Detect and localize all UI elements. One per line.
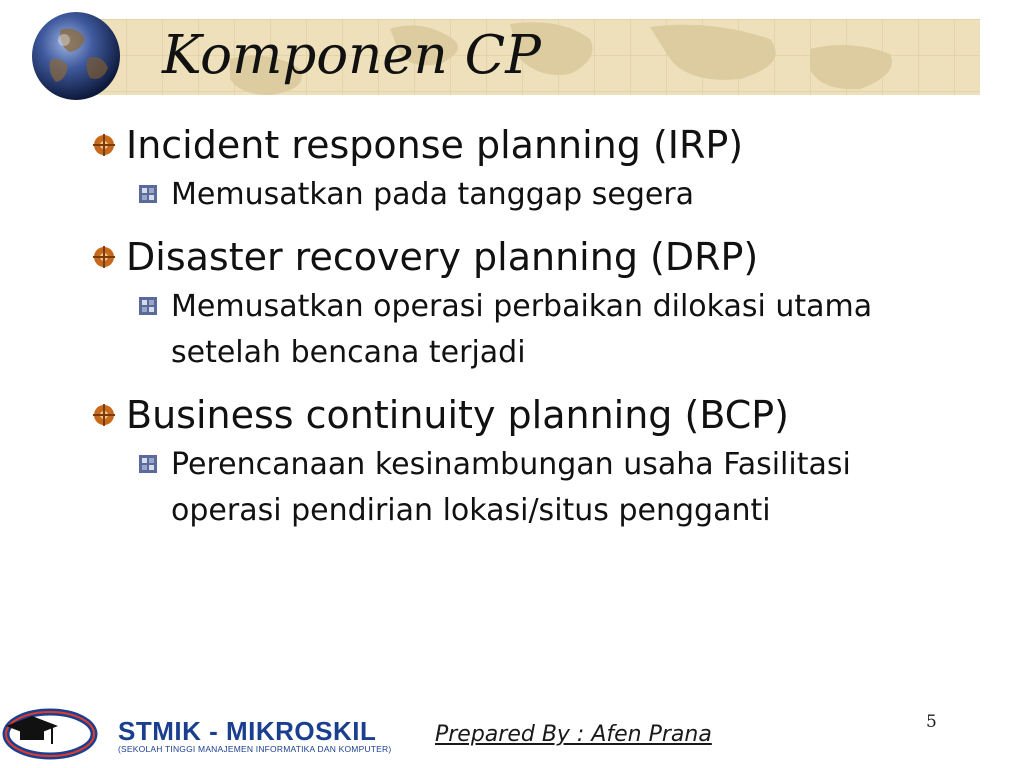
sub-bullet-bcp-text: Perencanaan kesinambungan usaha Fasilitasi operasi pendirian lokasi/situs pengganti: [171, 447, 851, 528]
bullet-irp: [88, 118, 988, 172]
slide-title: Komponen CP: [162, 25, 541, 86]
page-number: 5: [926, 712, 937, 732]
gear-bullet-icon: [92, 403, 116, 427]
gear-bullet-icon: [92, 133, 116, 157]
gear-bullet-icon: [92, 245, 116, 269]
square-bullet-icon: [138, 454, 158, 474]
bullet-drp: [88, 230, 988, 284]
sub-bullet-drp: [171, 284, 988, 376]
bullet-bcp-text: Business continuity planning (BCP): [126, 393, 789, 437]
square-bullet-icon: [138, 184, 158, 204]
bullet-irp-text: Incident response planning (IRP): [126, 123, 744, 167]
square-bullet-icon: [138, 296, 158, 316]
sub-bullet-bcp: [171, 442, 988, 534]
prepared-by-footer: Prepared By : Afen Prana: [435, 722, 712, 747]
globe-icon: [30, 10, 122, 102]
sub-bullet-drp-text: Memusatkan operasi perbaikan dilokasi utama setelah bencana terjadi: [171, 289, 873, 370]
bullet-drp-text: Disaster recovery planning (DRP): [126, 235, 759, 279]
bullet-list: [88, 118, 988, 534]
sub-bullet-irp-text: Memusatkan pada tanggap segera: [171, 177, 695, 212]
logo-name: STMIK - MIKROSKIL: [118, 716, 377, 746]
sub-bullet-irp: [171, 172, 988, 218]
bullet-bcp: [88, 388, 988, 442]
logo-subtitle: (SEKOLAH TINGGI MANAJEMEN INFORMATIKA DAN KOMPUTER): [118, 744, 392, 754]
